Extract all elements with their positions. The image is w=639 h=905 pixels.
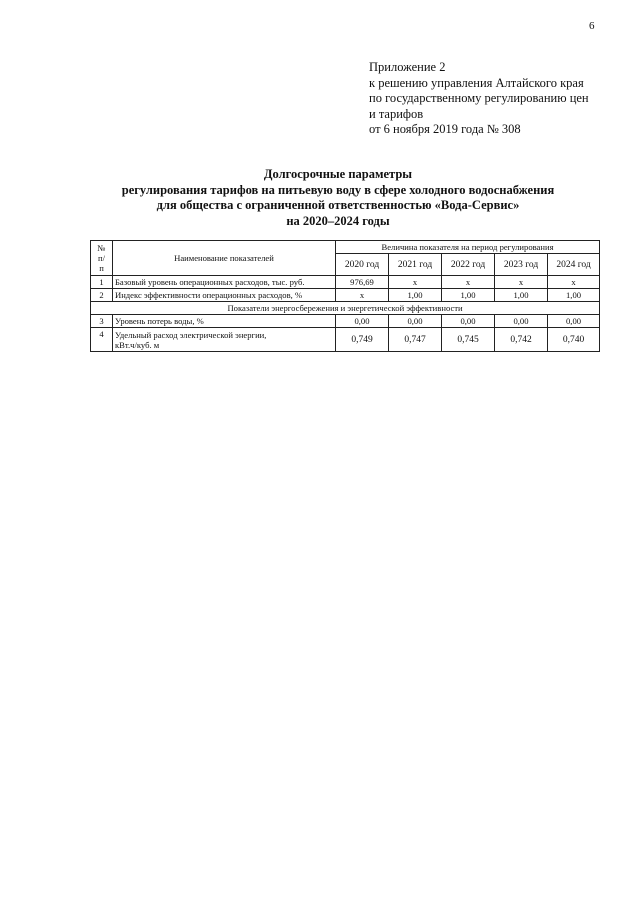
header-year: 2022 год	[442, 254, 495, 276]
title-line: регулирования тарифов на питьевую воду в сфере холодного водоснабжения	[121, 182, 555, 197]
section-title: Показатели энергосбережения и энергетической эффективности	[91, 302, 600, 315]
appendix-line: Приложение 2	[369, 60, 446, 74]
title-line: на 2020–2024 годы	[286, 213, 390, 228]
appendix-line: и тарифов	[369, 106, 424, 121]
header-num	[91, 241, 113, 276]
row-value: x	[336, 289, 389, 302]
parameters-table	[90, 240, 600, 352]
row-value: 0,745	[442, 328, 495, 352]
header-num-line: п/	[98, 253, 105, 263]
row-num: 4	[91, 328, 113, 352]
table-row	[91, 289, 600, 302]
row-name: Базовый уровень операционных расходов, тыс. руб.	[113, 276, 336, 289]
row-num: 2	[91, 289, 113, 302]
row-name-line: Удельный расход электрической энергии,	[115, 329, 267, 340]
row-num: 1	[91, 276, 113, 289]
document-title	[60, 167, 616, 229]
header-num-line: №	[97, 243, 106, 253]
appendix-line: к решению управления Алтайского края	[369, 75, 584, 90]
row-value: 1,00	[495, 289, 548, 302]
row-value: 0,00	[442, 315, 495, 328]
title-line: для общества с ограниченной ответственностью «Вода-Сервис»	[156, 198, 520, 212]
row-name-line: кВт.ч/куб. м	[115, 339, 160, 350]
header-year: 2024 год	[548, 254, 600, 276]
appendix-line: от 6 ноября 2019 года № 308	[369, 122, 521, 136]
header-name: Наименование показателей	[113, 241, 336, 276]
row-value: 0,00	[548, 315, 600, 328]
row-name: Уровень потерь воды, %	[113, 315, 336, 328]
row-value: x	[548, 276, 600, 289]
row-value: 0,747	[389, 328, 442, 352]
row-value: x	[442, 276, 495, 289]
page-number: 6	[589, 20, 595, 32]
row-value: 0,749	[336, 328, 389, 352]
table-header-row	[91, 241, 600, 254]
row-name: Индекс эффективности операционных расходов, %	[113, 289, 336, 302]
section-row	[91, 302, 600, 315]
header-period: Величина показателя на период регулирования	[336, 241, 600, 254]
row-num: 3	[91, 315, 113, 328]
title-line: Долгосрочные параметры	[263, 167, 413, 181]
row-value: x	[495, 276, 548, 289]
row-value: 0,00	[495, 315, 548, 328]
row-value: 1,00	[389, 289, 442, 302]
table-row	[91, 315, 600, 328]
row-name	[113, 328, 336, 352]
table-row	[91, 276, 600, 289]
header-year: 2021 год	[389, 254, 442, 276]
row-value: 0,00	[336, 315, 389, 328]
row-value: 1,00	[442, 289, 495, 302]
row-value: x	[389, 276, 442, 289]
row-value: 1,00	[548, 289, 600, 302]
table-row	[91, 328, 600, 352]
row-value: 0,742	[495, 328, 548, 352]
header-year: 2020 год	[336, 254, 389, 276]
header-year: 2023 год	[495, 254, 548, 276]
header-num-line: п	[99, 263, 104, 273]
row-value: 0,00	[389, 315, 442, 328]
row-value: 976,69	[336, 276, 389, 289]
row-value: 0,740	[548, 328, 600, 352]
appendix-line: по государственному регулированию цен	[369, 91, 589, 105]
appendix-block	[369, 60, 589, 138]
